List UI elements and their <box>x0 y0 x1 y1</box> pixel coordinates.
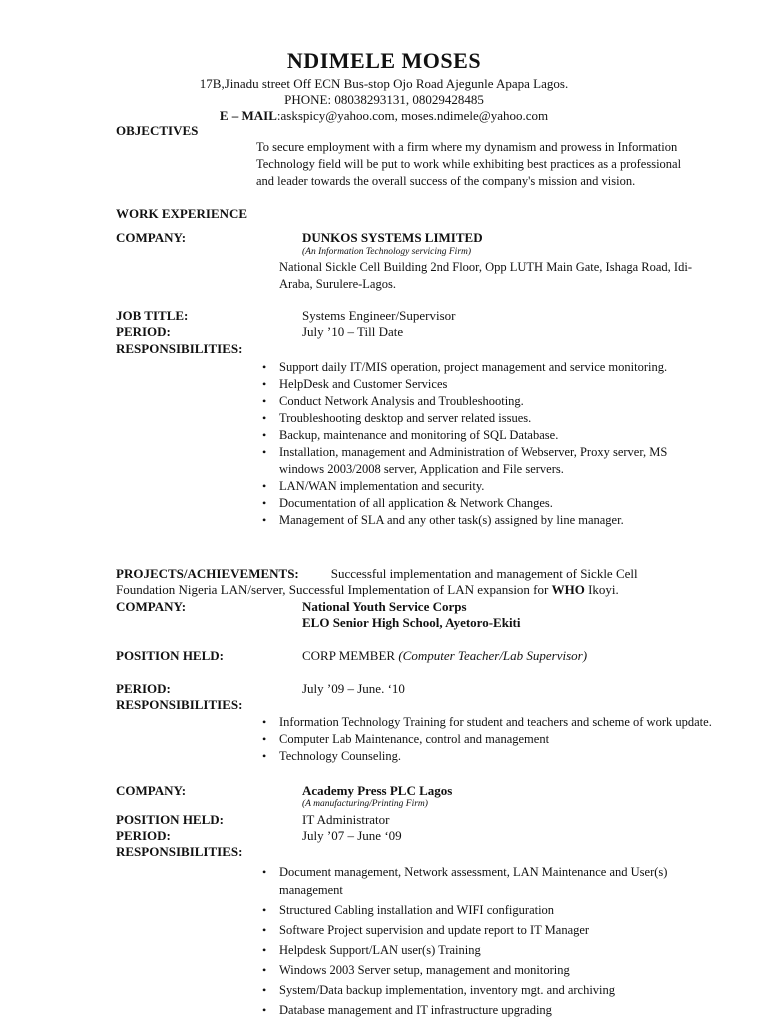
objectives-heading: OBJECTIVES <box>116 123 199 138</box>
job2-position-label: POSITION HELD: <box>116 648 224 663</box>
list-item: • Management of SLA and any other task(s) assigned by line manager. <box>262 512 712 529</box>
job3-company-name: Academy Press PLC Lagos <box>302 783 453 798</box>
list-item: • Installation, management and Administration of Webserver, Proxy server, MS windows 2003/2008 server, Application and File servers. <box>262 444 712 478</box>
job1-period-label: PERIOD: <box>116 324 171 339</box>
job1-company-address: National Sickle Cell Building 2nd Floor, Opp LUTH Main Gate, Ishaga Road, Idi-Araba, Surulere-Lagos. <box>279 260 692 291</box>
job3-position: IT Administrator <box>302 812 390 827</box>
job2-responsibilities-label: RESPONSIBILITIES: <box>116 697 243 712</box>
job2-period-label: PERIOD: <box>116 681 171 696</box>
email-line <box>0 108 768 124</box>
list-item: • Backup, maintenance and monitoring of SQL Database. <box>262 427 712 444</box>
list-item: • LAN/WAN implementation and security. <box>262 478 712 495</box>
job1-responsibilities-label: RESPONSIBILITIES: <box>116 341 243 356</box>
job1-company-label: COMPANY: <box>116 230 187 245</box>
job1-company-name: DUNKOS SYSTEMS LIMITED <box>302 230 483 245</box>
list-item: • Conduct Network Analysis and Troubleshooting. <box>262 393 712 410</box>
job2-period: July ’09 – June. ‘10 <box>302 681 405 696</box>
list-item: • Documentation of all application & Network Changes. <box>262 495 712 512</box>
job2-position-desc: (Computer Teacher/Lab Supervisor) <box>398 648 588 663</box>
job2-company-line2: ELO Senior High School, Ayetoro-Ekiti <box>302 615 521 630</box>
job2-responsibilities-list <box>262 714 712 765</box>
job3-position-label: POSITION HELD: <box>116 812 224 827</box>
job1-period: July ’10 – Till Date <box>302 324 404 339</box>
job2-position-title: CORP MEMBER <box>302 648 399 663</box>
list-item: • Support daily IT/MIS operation, project management and service monitoring. <box>262 359 712 376</box>
list-item: • Structured Cabling installation and WIFI configuration <box>262 901 712 919</box>
list-item: • Technology Counseling. <box>262 748 712 765</box>
list-item: • Computer Lab Maintenance, control and management <box>262 731 712 748</box>
job1-title: Systems Engineer/Supervisor <box>302 308 456 323</box>
job3-company-label: COMPANY: <box>116 783 187 798</box>
job1-company-desc: (An Information Technology servicing Firm) <box>302 247 472 257</box>
job3-period: July ’07 – June ‘09 <box>302 828 402 843</box>
list-item: • Helpdesk Support/LAN user(s) Training <box>262 941 712 959</box>
list-item: • Document management, Network assessment, LAN Maintenance and User(s) management <box>262 863 712 899</box>
job3-responsibilities-list <box>262 863 712 1019</box>
projects-text-b: Foundation Nigeria LAN/server, Successful Implementation of LAN expansion for <box>116 582 549 597</box>
projects-line-1 <box>116 566 638 582</box>
job2-company-label: COMPANY: <box>116 599 187 614</box>
projects-text-a: Successful implementation and management of Sickle Cell <box>330 566 638 581</box>
job2-company-name: National Youth Service Corps <box>302 599 467 614</box>
job2-position <box>302 648 587 664</box>
email-label: E – MAIL <box>219 108 277 123</box>
job1-responsibilities-list <box>262 359 712 529</box>
projects-who: WHO <box>551 582 585 597</box>
list-item: • Windows 2003 Server setup, management and monitoring <box>262 961 712 979</box>
work-experience-heading: WORK EXPERIENCE <box>116 206 248 221</box>
job1-title-label: JOB TITLE: <box>116 308 189 323</box>
list-item: • System/Data backup implementation, inventory mgt. and archiving <box>262 981 712 999</box>
objectives-text: To secure employment with a firm where my dynamism and prowess in Information Technology field will be put to work while exhibiting best practices as a professional and leader towards the overall success of the company's mission and vision. <box>256 140 682 188</box>
list-item: • Database management and IT infrastructure upgrading <box>262 1001 712 1019</box>
phone-line: PHONE: 08038293131, 08029428485 <box>284 92 484 107</box>
projects-text-c: Ikoyi. <box>584 582 619 597</box>
list-item: • HelpDesk and Customer Services <box>262 376 712 393</box>
projects-label: PROJECTS/ACHIEVEMENTS: <box>116 566 299 581</box>
projects-line-2 <box>116 582 619 598</box>
list-item: • Software Project supervision and update report to IT Manager <box>262 921 712 939</box>
candidate-name: NDIMELE MOSES <box>286 48 482 73</box>
address-line: 17B,Jinadu street Off ECN Bus-stop Ojo Road Ajegunle Apapa Lagos. <box>199 76 569 91</box>
job3-responsibilities-label: RESPONSIBILITIES: <box>116 844 243 859</box>
job3-company-desc: (A manufacturing/Printing Firm) <box>302 799 428 809</box>
email-value: :askspicy@yahoo.com, moses.ndimele@yahoo.com <box>276 108 549 123</box>
list-item: • Troubleshooting desktop and server related issues. <box>262 410 712 427</box>
job3-period-label: PERIOD: <box>116 828 171 843</box>
list-item: • Information Technology Training for student and teachers and scheme of work update. <box>262 714 712 731</box>
